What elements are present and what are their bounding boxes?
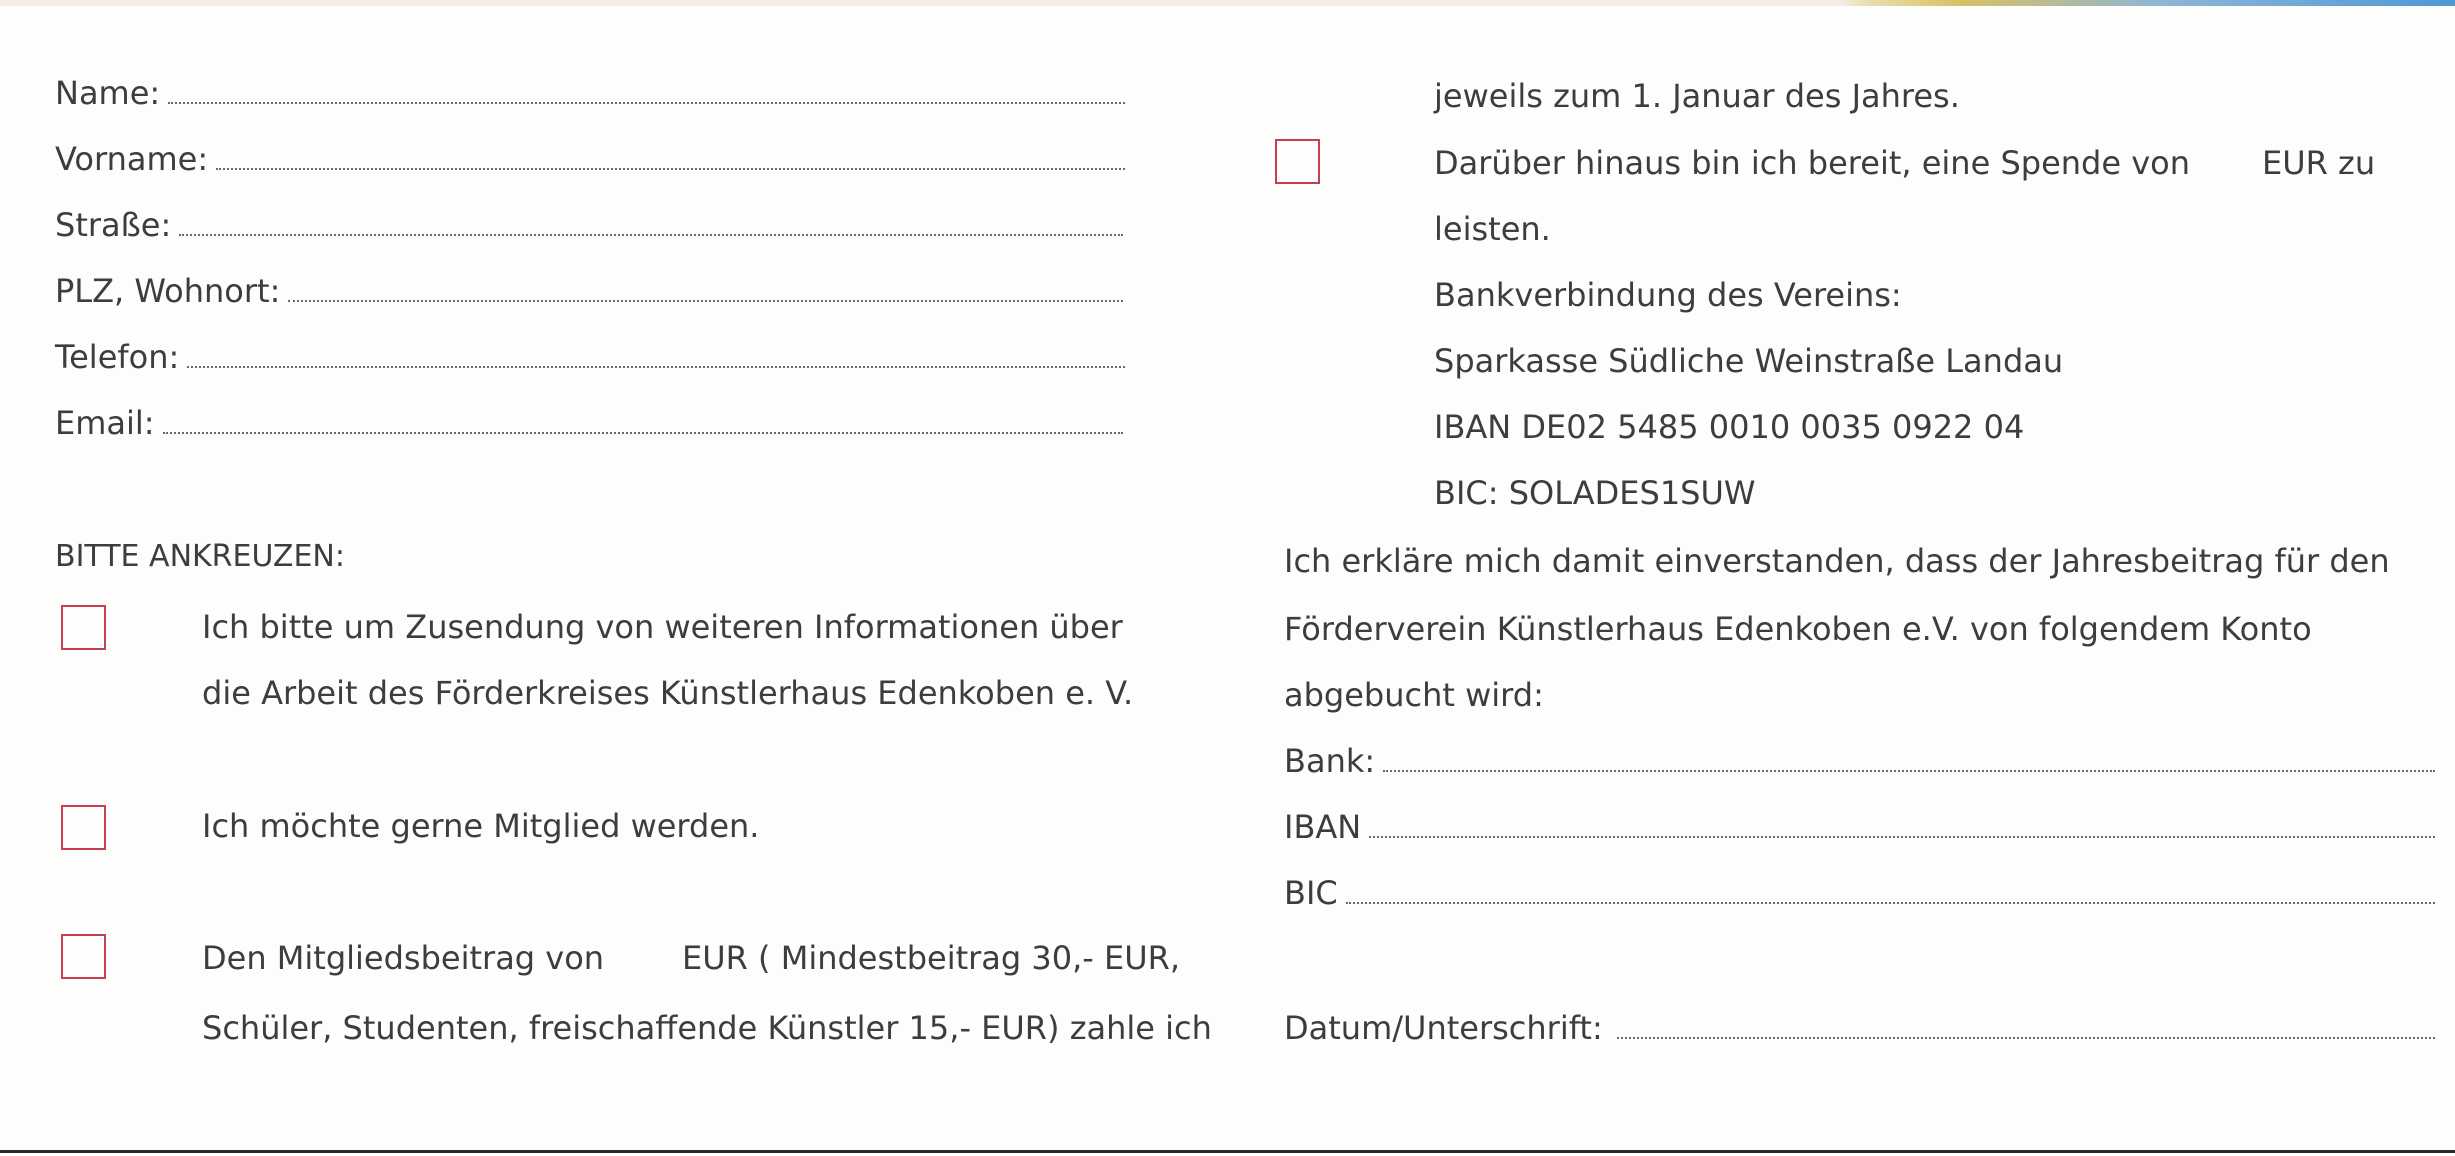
telefon-field[interactable]	[55, 337, 1125, 377]
signature-field[interactable]	[1284, 1008, 2435, 1048]
name-label: Name:	[55, 74, 161, 112]
account-bank-field[interactable]	[1284, 741, 2435, 781]
top-edge-strip	[0, 0, 2455, 6]
member-option-label: Ich möchte gerne Mitglied werden.	[202, 807, 760, 845]
account-iban-label: IBAN	[1284, 808, 1362, 846]
account-iban-field[interactable]	[1284, 807, 2435, 847]
bottom-cut-line	[0, 1150, 2455, 1153]
strasse-line[interactable]	[179, 206, 1123, 236]
fee-option-line1a: Den Mitgliedsbeitrag von	[202, 939, 605, 977]
info-option-line2: die Arbeit des Förderkreises Künstlerhaus Edenkoben e. V.	[202, 674, 1134, 712]
name-field[interactable]	[55, 73, 1125, 113]
bank-name: Sparkasse Südliche Weinstraße Landau	[1434, 342, 2064, 380]
donation-line1a: Darüber hinaus bin ich bereit, eine Spende von	[1434, 144, 2190, 182]
signature-line[interactable]	[1617, 1009, 2435, 1039]
account-bank-label: Bank:	[1284, 742, 1376, 780]
consent-line2: Förderverein Künstlerhaus Edenkoben e.V. von folgendem Konto	[1284, 610, 2312, 648]
plz-wohnort-label: PLZ, Wohnort:	[55, 272, 281, 310]
vorname-line[interactable]	[216, 140, 1125, 170]
vorname-field[interactable]	[55, 139, 1125, 179]
telefon-label: Telefon:	[55, 338, 180, 376]
donation-line2: leisten.	[1434, 210, 1551, 248]
account-bic-field[interactable]	[1284, 873, 2435, 913]
telefon-line[interactable]	[187, 338, 1125, 368]
account-bic-label: BIC	[1284, 874, 1338, 912]
bitte-ankreuzen-heading: BITTE ANKREUZEN:	[55, 539, 345, 574]
plz-wohnort-line[interactable]	[288, 272, 1123, 302]
account-bic-line[interactable]	[1346, 874, 2435, 904]
consent-line1: Ich erkläre mich damit einverstanden, dass der Jahresbeitrag für den	[1284, 542, 2390, 580]
account-bank-line[interactable]	[1383, 742, 2435, 772]
name-line[interactable]	[168, 74, 1125, 104]
email-field[interactable]	[55, 403, 1123, 443]
bank-bic: BIC: SOLADES1SUW	[1434, 474, 1756, 512]
donation-line1b: EUR zu	[2262, 144, 2376, 182]
info-option-line1: Ich bitte um Zusendung von weiteren Informationen über	[202, 608, 1123, 646]
plz-wohnort-field[interactable]	[55, 271, 1123, 311]
member-checkbox[interactable]	[61, 805, 106, 850]
consent-line3: abgebucht wird:	[1284, 676, 1544, 714]
strasse-field[interactable]	[55, 205, 1123, 245]
vorname-label: Vorname:	[55, 140, 209, 178]
email-label: Email:	[55, 404, 155, 442]
fee-continuation: jeweils zum 1. Januar des Jahres.	[1434, 77, 1960, 115]
signature-label: Datum/Unterschrift:	[1284, 1009, 1603, 1047]
donation-checkbox[interactable]	[1275, 139, 1320, 184]
strasse-label: Straße:	[55, 206, 172, 244]
fee-checkbox[interactable]	[61, 934, 106, 979]
info-checkbox[interactable]	[61, 605, 106, 650]
email-line[interactable]	[163, 404, 1123, 434]
fee-option-line1b: EUR ( Mindestbeitrag 30,- EUR,	[682, 939, 1181, 977]
account-iban-line[interactable]	[1369, 808, 2435, 838]
bank-iban: IBAN DE02 5485 0010 0035 0922 04	[1434, 408, 2025, 446]
fee-option-line2: Schüler, Studenten, freischaffende Künstler 15,- EUR) zahle ich	[202, 1009, 1212, 1047]
bank-heading: Bankverbindung des Vereins:	[1434, 276, 1902, 314]
